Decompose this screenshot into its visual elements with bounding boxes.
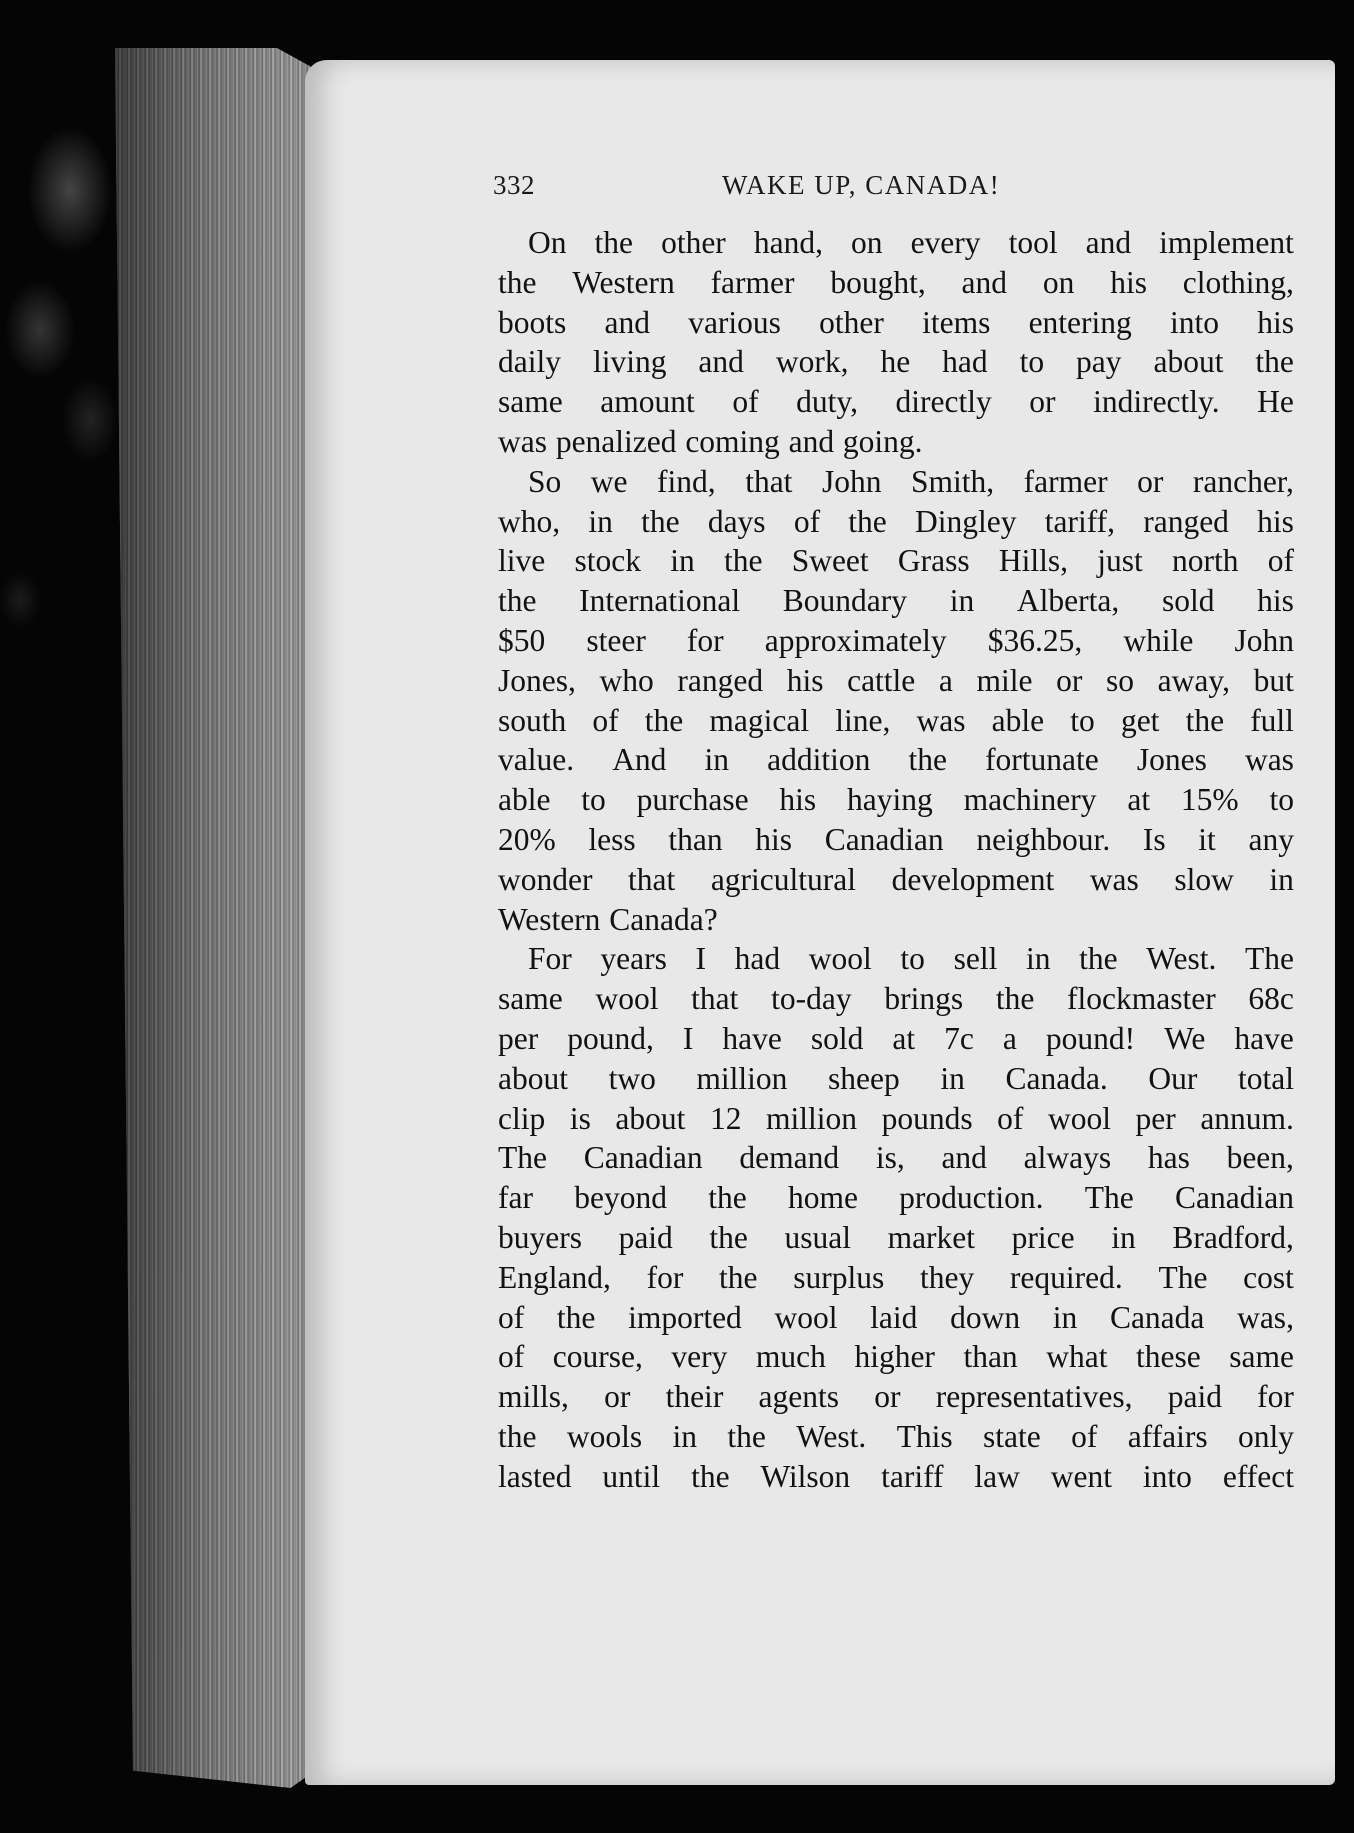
text-line: The Canadian demand is, and always has been, — [498, 1140, 1294, 1176]
text-line: For years I had wool to sell in the West. The — [528, 941, 1294, 977]
text-line: daily living and work, he had to pay about the — [498, 344, 1294, 380]
text-line: On the other hand, on every tool and implement — [528, 225, 1294, 260]
text-line: the wools in the West. This state of affairs only — [498, 1418, 1294, 1454]
text-line: lasted until the Wilson tariff law went into effect — [498, 1458, 1294, 1494]
text-line: was penalized coming and going. — [498, 423, 923, 459]
running-head — [493, 170, 1073, 210]
text-line: same amount of duty, directly or indirectly. He — [498, 384, 1294, 420]
text-line: Western Canada? — [498, 901, 718, 937]
text-line: the Western farmer bought, and on his clothing, — [498, 264, 1294, 300]
text-line: of course, very much higher than what these same — [498, 1339, 1294, 1375]
text-line: buyers paid the usual market price in Bradford, — [498, 1219, 1294, 1255]
text-line: the International Boundary in Alberta, sold his — [498, 583, 1294, 619]
text-line: same wool that to-day brings the flockmaster 68c — [498, 981, 1294, 1017]
body-text — [498, 223, 1294, 1497]
text-line: England, for the surplus they required. The cost — [498, 1259, 1294, 1295]
text-line: So we find, that John Smith, farmer or rancher, — [528, 463, 1294, 499]
text-line: live stock in the Sweet Grass Hills, just north of — [498, 543, 1294, 579]
text-line: clip is about 12 million pounds of wool per annum. — [498, 1100, 1294, 1136]
text-line: able to purchase his haying machinery at 15% to — [498, 782, 1294, 818]
page-number: 332 — [493, 170, 535, 200]
text-line: of the imported wool laid down in Canada was, — [498, 1299, 1294, 1335]
text-line: about two million sheep in Canada. Our total — [498, 1060, 1294, 1096]
text-line: south of the magical line, was able to get the full — [498, 702, 1294, 738]
text-line: per pound, I have sold at 7c a pound! We have — [498, 1020, 1294, 1056]
text-line: $50 steer for approximately $36.25, while John — [498, 622, 1294, 658]
text-line: who, in the days of the Dingley tariff, ranged his — [498, 503, 1294, 539]
text-line: boots and various other items entering into his — [498, 304, 1294, 340]
text-line: Jones, who ranged his cattle a mile or so away, but — [498, 662, 1294, 698]
text-line: mills, or their agents or representatives, paid for — [498, 1379, 1294, 1415]
text-line: 20% less than his Canadian neighbour. Is it any — [498, 821, 1294, 857]
text-line: value. And in addition the fortunate Jones was — [498, 742, 1294, 778]
text-line: wonder that agricultural development was slow in — [498, 861, 1294, 897]
running-title: WAKE UP, CANADA! — [722, 170, 1001, 200]
text-line: far beyond the home production. The Canadian — [498, 1180, 1294, 1216]
